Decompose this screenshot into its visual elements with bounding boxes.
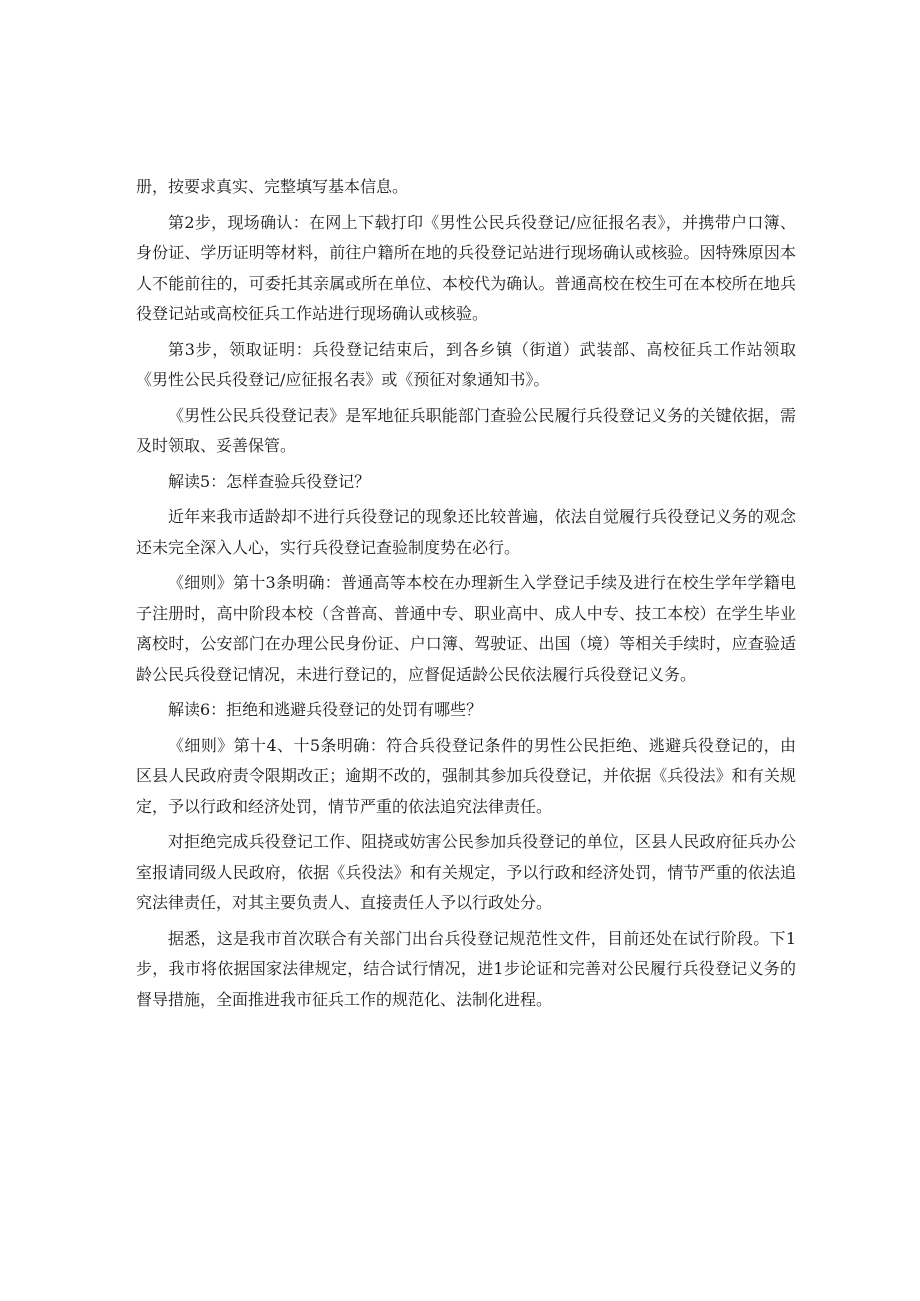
paragraph-unit-penalties: 对拒绝完成兵役登记工作、阻挠或妨害公民参加兵役登记的单位，区县人民政府征兵办公室报请同级人民政府，依据《兵役法》和有关规定，予以行政和经济处罚，情节严重的依法追究法律责任，对其主要负责人、直接责任人予以行政处分。 [136, 832, 796, 912]
paragraph-article-13: 《细则》第十3条明确：普通高等本校在办理新生入学登记手续及进行在校生学年学籍电子注册时，高中阶段本校（含普高、普通中专、职业高中、成人中专、技工本校）在学生毕业离校时，公安部门在办理公民身份证、户口簿、驾驶证、出国（境）等相关手续时，应查验适龄公民兵役登记情况，未进行登记的，应督促适龄公民依法履行兵役登记义务。 [136, 573, 796, 684]
paragraph-article-14-15: 《细则》第十4、十5条明确：符合兵役登记条件的男性公民拒绝、逃避兵役登记的，由区县人民政府责令限期改正；逾期不改的，强制其参加兵役登记，并依据《兵役法》和有关规定，予以行政和经济处罚，情节严重的依法追究法律责任。 [136, 735, 796, 816]
paragraph-closing: 据悉，这是我市首次联合有关部门出台兵役登记规范性文件，目前还处在试行阶段。下1步，我市将依据国家法律规定，结合试行情况，进1步论证和完善对公民履行兵役登记义务的督导措施，全面推进我市征兵工作的规范化、法制化进程。 [136, 928, 796, 1009]
paragraph-registration-form-note: 《男性公民兵役登记表》是军地征兵职能部门查验公民履行兵役登记义务的关键依据，需及时领取、妥善保管。 [136, 405, 796, 455]
paragraph-registration-status: 近年来我市适龄却不进行兵役登记的现象还比较普遍，依法自觉履行兵役登记义务的观念还未完全深入人心，实行兵役登记查验制度势在必行。 [136, 507, 796, 557]
section-heading-interpretation-5: 解读5：怎样查验兵役登记？ [168, 471, 371, 491]
paragraph-step-3: 第3步，领取证明：兵役登记结束后，到各乡镇（街道）武装部、高校征兵工作站领取《男性公民兵役登记/应征报名表》或《预征对象通知书》。 [136, 339, 796, 389]
paragraph-step-2: 第2步，现场确认：在网上下载打印《男性公民兵役登记/应征报名表》，并携带户口簿、身份证、学历证明等材料，前往户籍所在地的兵役登记站进行现场确认或核验。因特殊原因本人不能前往的，可委托其亲属或所在单位、本校代为确认。普通高校在校生可在本校所在地兵役登记站或高校征兵工作站进行现场确认或核验。 [136, 212, 796, 323]
paragraph-continuation: 册，按要求真实、完整填写基本信息。 [136, 177, 409, 196]
document-body [136, 172, 796, 1020]
section-heading-interpretation-6: 解读6：拒绝和逃避兵役登记的处罚有哪些？ [168, 700, 483, 719]
